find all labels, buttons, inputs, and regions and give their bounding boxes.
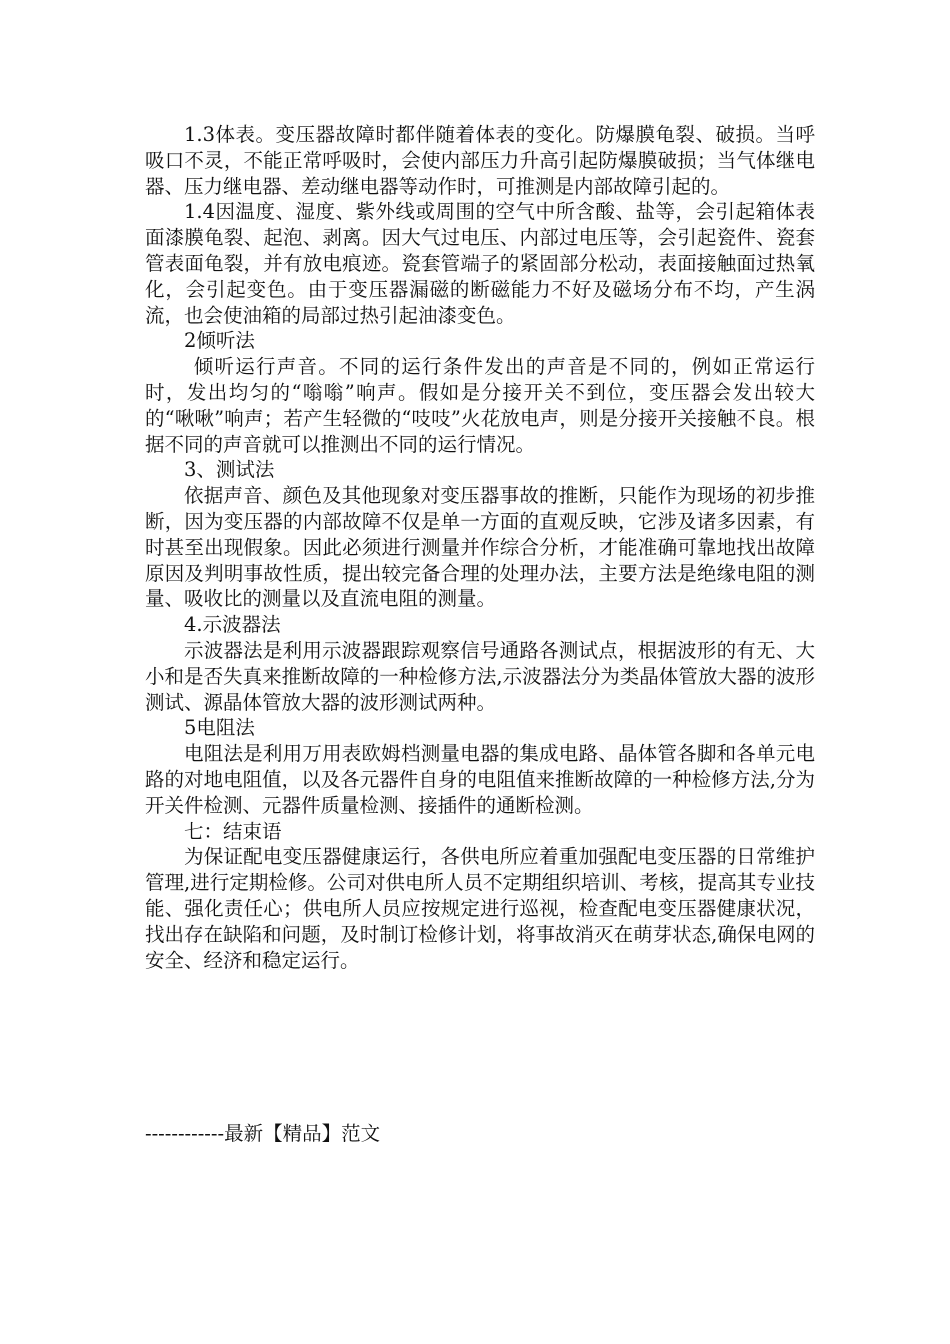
- paragraph-oscilloscope: 示波器法是利用示波器跟踪观察信号通路各测试点，根据波形的有无、大小和是否失真来推断故障的一种检修方法,示波器法分为类晶体管放大器的波形测试、源晶体管放大器的波形测试两种。: [145, 638, 815, 714]
- paragraph-paint-discoloration: 1.4因温度、湿度、紫外线或周围的空气中所含酸、盐等，会引起箱体表面漆膜龟裂、起泡、剥离。因大气过电压、内部过电压等，会引起瓷件、瓷套管表面龟裂，并有放电痕迹。瓷套管端子的紧固部分松动，表面接触面过热氧化，会引起变色。由于变压器漏磁的断磁能力不好及磁场分布不均，产生涡流，也会使油箱的局部过热引起油漆变色。: [145, 200, 815, 327]
- paragraph-body-surface: 1.3体表。变压器故障时都伴随着体表的变化。防爆膜龟裂、破损。当呼吸口不灵，不能正常呼吸时，会使内部压力升高引起防爆膜破损；当气体继电器、压力继电器、差动继电器等动作时，可推测是内部故障引起的。: [145, 123, 815, 198]
- paragraph-testing: 依据声音、颜色及其他现象对变压器事故的推断，只能作为现场的初步推断，因为变压器的内部故障不仅是单一方面的直观反映，它涉及诸多因素，有时甚至出现假象。因此必须进行测量并作综合分析，才能准确可靠地找出故障原因及判明事故性质，提出较完备合理的处理办法，主要方法是绝缘电阻的测量、吸收比的测量以及直流电阻的测量。: [145, 484, 815, 611]
- heading-resistance-method: 5电阻法: [184, 716, 255, 740]
- heading-conclusion: 七：结束语: [184, 819, 282, 843]
- heading-listening-method: 2倾听法: [184, 329, 255, 353]
- heading-oscilloscope-method: 4.示波器法: [184, 613, 281, 637]
- footer-text: ------------最新【精品】范文: [145, 1122, 381, 1145]
- paragraph-resistance: 电阻法是利用万用表欧姆档测量电器的集成电路、晶体管各脚和各单元电路的对地电阻值，以及各元器件自身的电阻值来推断故障的一种检修方法,分为开关件检测、元器件质量检测、接插件的通断检测。: [145, 742, 815, 817]
- paragraph-conclusion: 为保证配电变压器健康运行，各供电所应着重加强配电变压器的日常维护管理,进行定期检修。公司对供电所人员不定期组织培训、考核，提高其专业技能、强化责任心；供电所人员应按规定进行巡视，检查配电变压器健康状况，找出存在缺陷和问题，及时制订检修计划，将事故消灭在萌芽状态,确保电网的安全、经济和稳定运行。: [145, 845, 815, 972]
- document-body: [145, 122, 815, 973]
- heading-testing-method: 3、测试法: [184, 458, 275, 482]
- paragraph-listening: 倾听运行声音。不同的运行条件发出的声音是不同的，例如正常运行时，发出均匀的“嗡嗡”响声。假如是分接开关不到位，变压器会发出较大的“啾啾”响声；若产生轻微的“吱吱”火花放电声，则是分接开关接触不良。根据不同的声音就可以推测出不同的运行情况。: [145, 355, 815, 456]
